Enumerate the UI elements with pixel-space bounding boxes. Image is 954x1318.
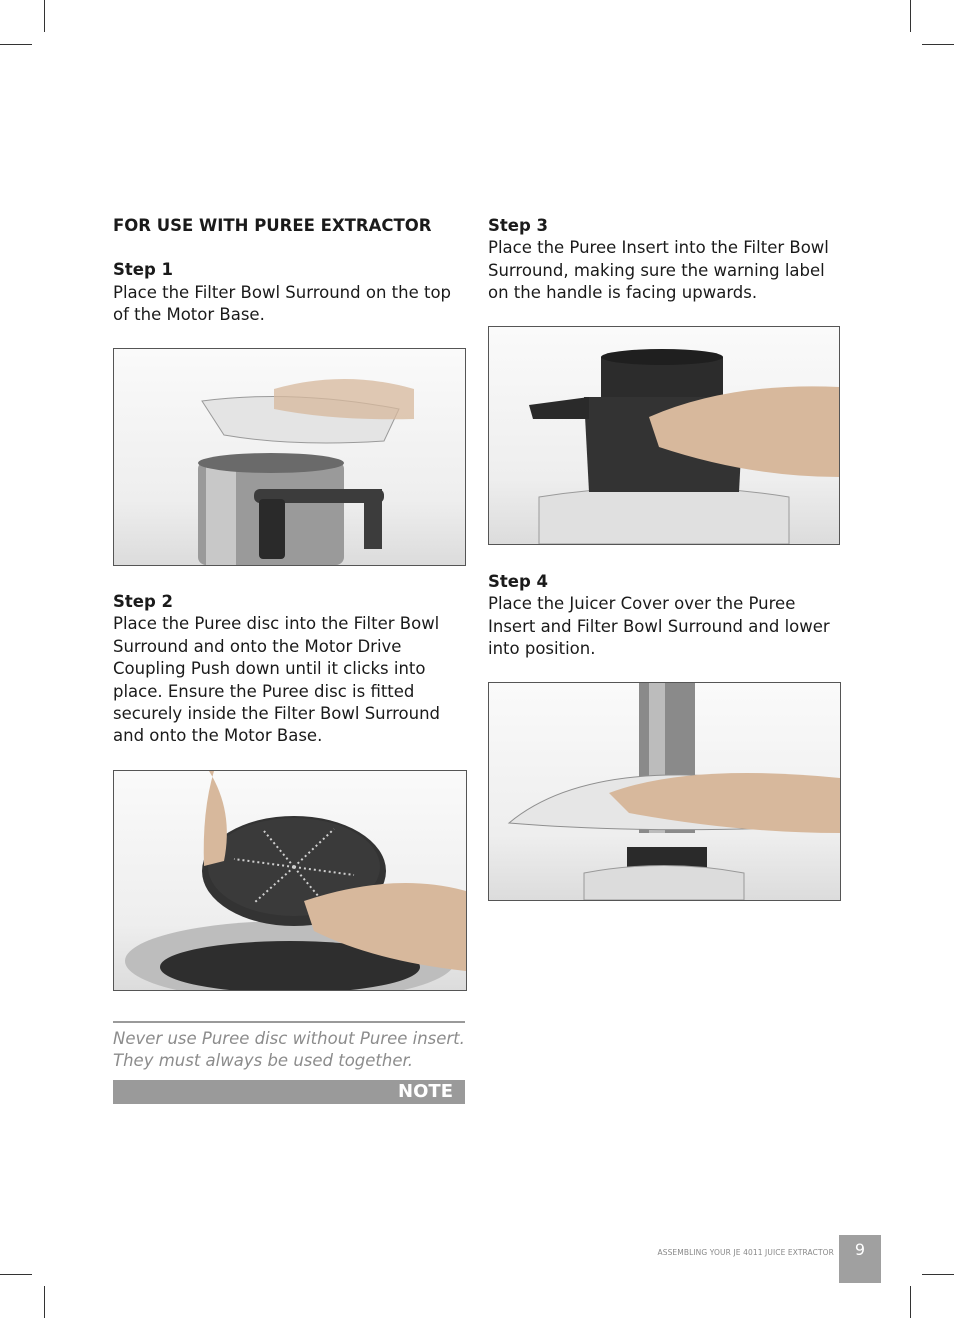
- crop-mark: [910, 0, 911, 32]
- step-2-photo: [113, 770, 467, 991]
- left-column: [113, 215, 465, 327]
- step-1-text: Place the Filter Bowl Surround on the top of the Motor Base.: [113, 282, 452, 325]
- crop-mark: [922, 1274, 954, 1275]
- step-3-photo: [488, 326, 840, 545]
- step-2-title: Step 2: [113, 592, 173, 611]
- crop-mark: [0, 44, 32, 45]
- step-3-block: [488, 215, 840, 305]
- step-4-block: [488, 571, 840, 661]
- step-4-text: Place the Juicer Cover over the Puree Insert and Filter Bowl Surround and lower into position.: [488, 594, 830, 659]
- step-1-title: Step 1: [113, 260, 173, 280]
- note-label: NOTE: [113, 1080, 465, 1104]
- crop-mark: [0, 1274, 32, 1275]
- step-3-text: Place the Puree Insert into the Filter Bowl Surround, making sure the warning label on the handle is facing upwards.: [488, 238, 829, 303]
- crop-mark: [922, 44, 954, 45]
- crop-mark: [44, 1286, 45, 1318]
- section-heading: FOR USE WITH PUREE EXTRACTOR: [113, 216, 432, 235]
- crop-mark: [44, 0, 45, 32]
- page-number: 9: [839, 1235, 881, 1283]
- step-2-block: [113, 591, 465, 748]
- note-divider: [113, 1021, 465, 1023]
- crop-mark: [910, 1286, 911, 1318]
- step-1-photo: [113, 348, 466, 566]
- note-text: Never use Puree disc without Puree insert. They must always be used together.: [113, 1029, 465, 1071]
- step-4-photo: [488, 682, 841, 901]
- step-2-text: Place the Puree disc into the Filter Bowl Surround and onto the Motor Drive Coupling Push down until it clicks into place. Ensure the Puree disc is fitted securely inside the Filter Bowl Surround and onto the Motor Base.: [113, 614, 441, 746]
- step-3-title: Step 3: [488, 216, 548, 235]
- step-4-title: Step 4: [488, 572, 548, 591]
- footer-section-label: ASSEMBLING YOUR JE 4011 JUICE EXTRACTOR: [657, 1248, 834, 1257]
